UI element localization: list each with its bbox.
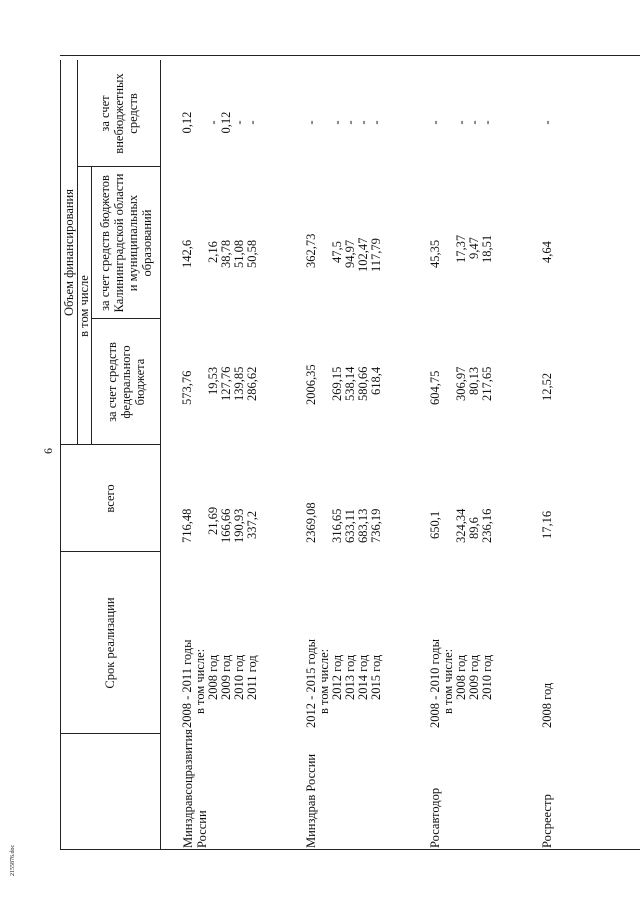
- fed-value: 19,53: [206, 366, 220, 395]
- total-value: 17,16: [540, 510, 554, 539]
- vneb-value: -: [428, 120, 442, 125]
- subheading: в том числе:: [317, 648, 331, 714]
- total-value: 166,66: [219, 508, 233, 543]
- fed-value: 618,4: [369, 366, 383, 395]
- agency-name: Минздрав России: [304, 753, 318, 848]
- vneb-value: -: [206, 120, 220, 125]
- reg-value: 38,78: [219, 239, 233, 268]
- total-value: 236,16: [480, 508, 494, 543]
- funding-table: [60, 60, 640, 850]
- header-fed: за счет средств федерального бюджета: [104, 342, 147, 422]
- year-label: 2008 год: [206, 654, 220, 700]
- period: 2008 год: [540, 682, 554, 728]
- vneb-value: -: [356, 120, 370, 125]
- year-label: 2008 год: [454, 654, 468, 700]
- doc-code-footer: 2155876.doc: [10, 844, 16, 876]
- total-value: 736,19: [369, 508, 383, 543]
- fed-value: 127,76: [219, 366, 233, 401]
- total-value: 716,48: [180, 508, 194, 543]
- total-value: 21,69: [206, 506, 220, 535]
- vneb-value: 0,12: [180, 111, 194, 134]
- period: 2008 - 2010 годы: [428, 638, 442, 728]
- header-obem: Объем финансирования: [61, 189, 76, 316]
- reg-value: 2,16: [206, 241, 220, 263]
- reg-value: 18,51: [480, 234, 494, 263]
- total-value: 89,6: [467, 517, 481, 539]
- vneb-value: -: [330, 120, 344, 125]
- reg-value: 117,79: [369, 238, 383, 272]
- fed-value: 306,97: [454, 366, 468, 401]
- vneb-value: -: [369, 120, 383, 125]
- vneb-value: -: [304, 120, 318, 125]
- header-bottom-border: [160, 60, 161, 850]
- year-label: 2014 год: [356, 654, 370, 700]
- agency-name: Росреестр: [540, 794, 554, 848]
- fed-value: 580,66: [356, 366, 370, 401]
- year-label: 2013 год: [343, 654, 357, 700]
- vneb-value: -: [540, 120, 554, 125]
- fed-value: 80,13: [467, 366, 481, 395]
- year-label: 2009 год: [467, 654, 481, 700]
- period: 2008 - 2011 годы: [180, 639, 194, 728]
- fed-value: 538,14: [343, 366, 357, 401]
- col-border-left: [60, 849, 640, 850]
- year-label: 2012 год: [330, 654, 344, 700]
- total-value: 337,2: [245, 510, 259, 539]
- reg-value: 47,5: [330, 241, 344, 263]
- year-label: 2011 год: [245, 655, 259, 700]
- header-v-tom-chisle: в том числе: [77, 275, 91, 337]
- subheading: в том числе:: [441, 648, 455, 714]
- header-vneb: за счет внебюджетных средств: [97, 73, 140, 154]
- reg-value: 4,64: [540, 241, 554, 263]
- vneb-value: -: [467, 120, 481, 125]
- reg-value: 142,6: [180, 239, 194, 268]
- vneb-value: -: [454, 120, 468, 125]
- year-label: 2010 год: [480, 654, 494, 700]
- page-number: 6: [41, 448, 55, 454]
- agency-name: Минздравсоцразвития России: [181, 729, 209, 848]
- fed-value: 217,65: [480, 366, 494, 401]
- agency-name: Росавтодор: [428, 787, 442, 848]
- vneb-value: -: [480, 120, 494, 125]
- fed-value: 269,15: [330, 366, 344, 401]
- reg-value: 362,73: [304, 233, 318, 268]
- total-value: 324,34: [454, 508, 468, 543]
- reg-value: 102,47: [356, 237, 370, 272]
- vneb-value: 0,12: [219, 111, 233, 134]
- fed-value: 139,85: [232, 366, 246, 401]
- subheading: в том числе:: [193, 648, 207, 714]
- total-value: 633,11: [343, 509, 357, 543]
- total-value: 650,1: [428, 510, 442, 539]
- vneb-value: -: [245, 120, 259, 125]
- year-label: 2010 год: [232, 654, 246, 700]
- header-srok: Срок реализации: [103, 597, 117, 689]
- year-label: 2015 год: [369, 654, 383, 700]
- fed-value: 573,76: [180, 370, 194, 405]
- vneb-value: -: [343, 120, 357, 125]
- total-value: 316,65: [330, 508, 344, 543]
- vneb-value: -: [232, 120, 246, 125]
- reg-value: 17,37: [454, 234, 468, 263]
- reg-value: 51,08: [232, 239, 246, 268]
- header-reg: за счет средств бюджетов Калининградской области и муниципальных образований: [97, 173, 154, 313]
- fed-value: 604,75: [428, 370, 442, 405]
- header-vsego: всего: [103, 484, 117, 513]
- reg-value: 45,35: [428, 239, 442, 268]
- reg-value: 9,47: [467, 237, 481, 259]
- col-border-right: [60, 55, 640, 56]
- total-value: 683,13: [356, 508, 370, 543]
- year-label: 2009 год: [219, 654, 233, 700]
- fed-value: 286,62: [245, 366, 259, 401]
- reg-value: 94,97: [343, 239, 357, 268]
- total-value: 2369,08: [304, 502, 318, 543]
- total-value: 190,93: [232, 508, 246, 543]
- reg-value: 50,58: [245, 239, 259, 268]
- fed-value: 12,52: [540, 372, 554, 401]
- period: 2012 - 2015 годы: [304, 638, 318, 728]
- fed-value: 2006,35: [304, 364, 318, 405]
